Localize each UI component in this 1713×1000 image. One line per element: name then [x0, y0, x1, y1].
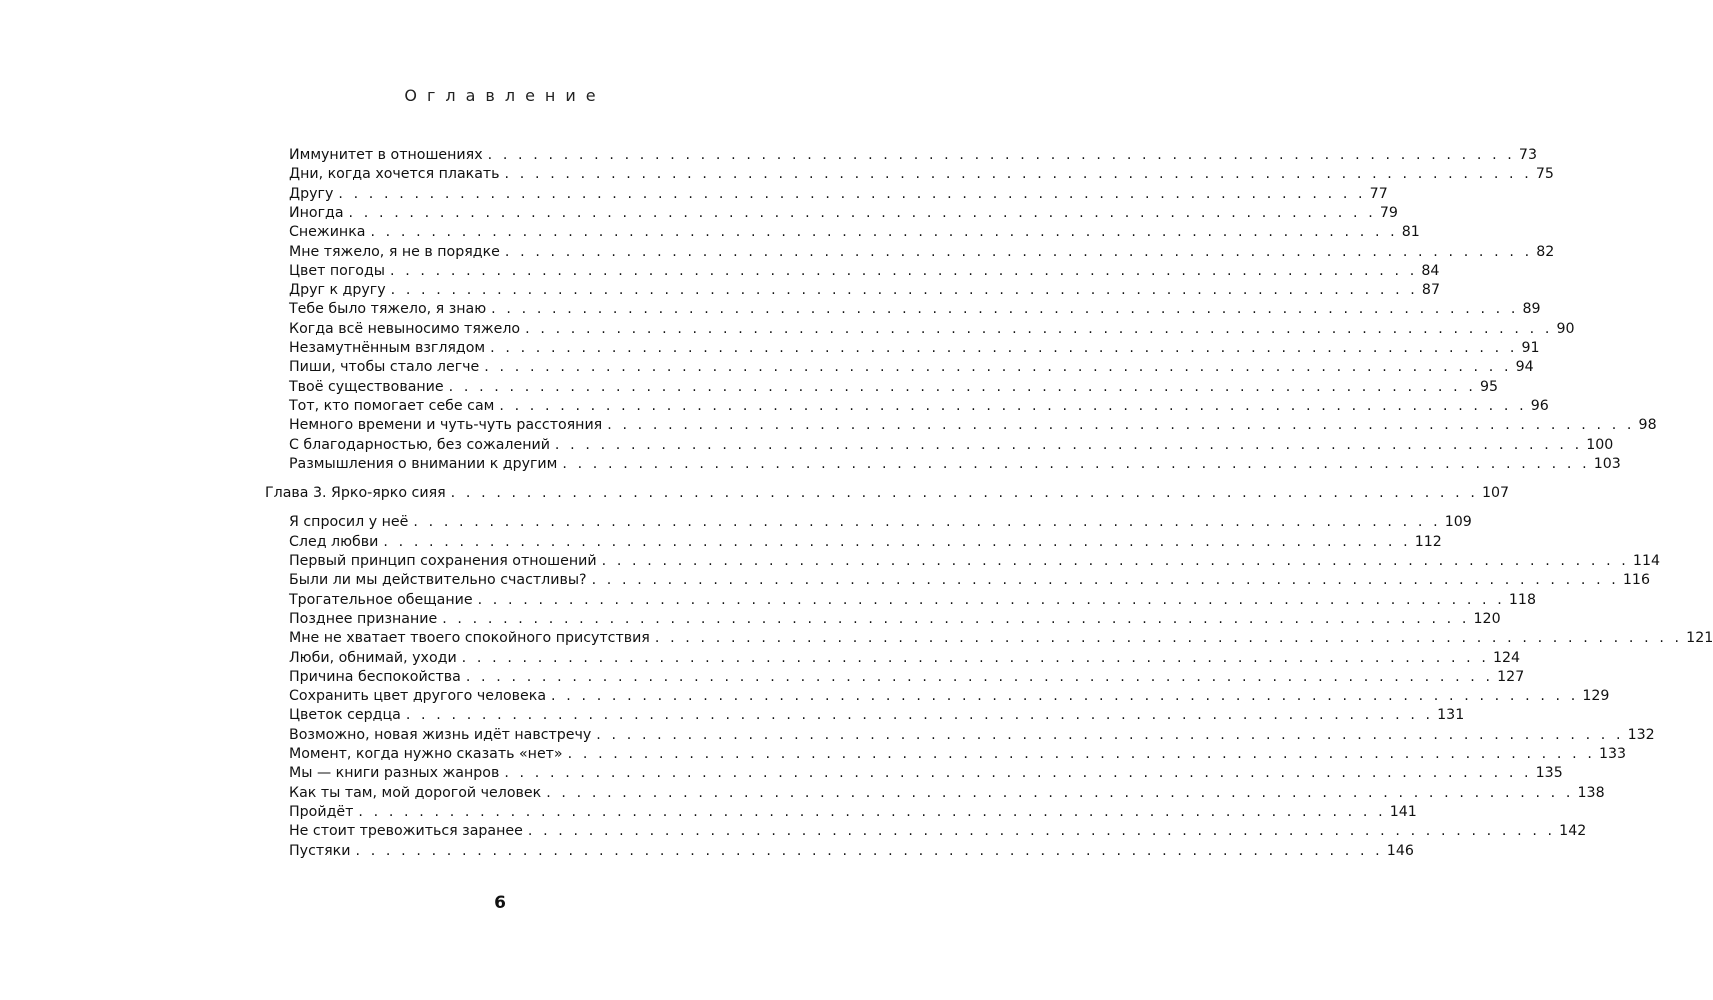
toc-entry-title: С благодарностью, без сожалений — [289, 436, 550, 453]
toc-entry[interactable] — [289, 512, 1472, 532]
toc-entry[interactable] — [289, 667, 1525, 687]
toc-entry-page: 77 — [1369, 185, 1388, 202]
toc-entry-page: 89 — [1522, 301, 1541, 318]
page-title: Оглавление — [404, 86, 606, 105]
toc-entry-page: 142 — [1559, 823, 1587, 840]
toc-entry[interactable] — [289, 686, 1610, 706]
toc-entry[interactable] — [289, 454, 1621, 474]
toc-entry[interactable] — [289, 821, 1587, 841]
toc-entry[interactable] — [289, 628, 1713, 648]
toc-entry[interactable] — [289, 590, 1536, 610]
toc-leader-dots: . . . . . . . . . . . . . . . . . . . . . . . . . . . . . . . . . . . . . . . . . . . . . . . . . . . . . . . . . . . . . . . . . . . . — [504, 765, 1532, 782]
toc-leader-dots: . . . . . . . . . . . . . . . . . . . . . . . . . . . . . . . . . . . . . . . . . . . . . . . . . . . . . . . . . . . . . . . . . . . . — [490, 340, 1518, 356]
toc-leader-dots: . . . . . . . . . . . . . . . . . . . . . . . . . . . . . . . . . . . . . . . . . . . . . . . . . . . . . . . . . . . . . . . . . . . . — [487, 147, 1515, 163]
toc-entry[interactable] — [289, 841, 1414, 861]
toc-entry-page: 109 — [1444, 514, 1472, 531]
toc-leader-dots: . . . . . . . . . . . . . . . . . . . . . . . . . . . . . . . . . . . . . . . . . . . . . . . . . . . . . . . . . . . . . . . . . . . . — [525, 320, 1553, 337]
toc-entry[interactable] — [289, 222, 1420, 242]
toc-entry-title: Момент, когда нужно сказать «нет» — [289, 746, 563, 762]
toc-entry-title: Друг к другу — [289, 282, 386, 299]
toc-leader-dots: . . . . . . . . . . . . . . . . . . . . . . . . . . . . . . . . . . . . . . . . . . . . . . . . . . . . . . . . . . . . . . . . . . . . — [355, 842, 1383, 859]
toc-entry[interactable] — [289, 551, 1661, 571]
toc-entry-title: Первый принцип сохранения отношений — [289, 553, 597, 569]
toc-entry[interactable] — [289, 532, 1442, 552]
toc-entry-title: След любви — [289, 533, 379, 550]
toc-entry-page: 98 — [1638, 417, 1657, 434]
toc-leader-dots: . . . . . . . . . . . . . . . . . . . . . . . . . . . . . . . . . . . . . . . . . . . . . . . . . . . . . . . . . . . . . . . . . . . . — [554, 436, 1583, 453]
toc-entry[interactable] — [289, 145, 1537, 165]
toc-entry-title: Дни, когда хочется плакать — [289, 166, 500, 183]
toc-entry[interactable] — [289, 357, 1534, 377]
toc-leader-dots: . . . . . . . . . . . . . . . . . . . . . . . . . . . . . . . . . . . . . . . . . . . . . . . . . . . . . . . . . . . . . . . . . . . . — [562, 455, 1590, 472]
toc-entry-page: 94 — [1515, 359, 1534, 376]
toc-entry-title: Мы — книги разных жанров — [289, 765, 500, 782]
toc-leader-dots: . . . . . . . . . . . . . . . . . . . . . . . . . . . . . . . . . . . . . . . . . . . . . . . . . . . . . . . . . . . . . . . . . . . . — [504, 243, 1533, 260]
toc-leader-dots: . . . . . . . . . . . . . . . . . . . . . . . . . . . . . . . . . . . . . . . . . . . . . . . . . . . . . . . . . . . . . . . . . . . . — [338, 185, 1366, 202]
toc-entry-title: Я спросил у неё — [289, 514, 409, 531]
toc-entry-page: 82 — [1536, 243, 1555, 260]
toc-entry-page: 103 — [1593, 455, 1621, 472]
toc-entry[interactable] — [289, 396, 1549, 416]
toc-entry-page: 118 — [1508, 591, 1536, 608]
toc-entry[interactable] — [289, 377, 1499, 397]
toc-leader-dots: . . . . . . . . . . . . . . . . . . . . . . . . . . . . . . . . . . . . . . . . . . . . . . . . . . . . . . . . . . . . . . . . . . . . — [405, 707, 1434, 724]
toc-leader-dots: . . . . . . . . . . . . . . . . . . . . . . . . . . . . . . . . . . . . . . . . . . . . . . . . . . . . . . . . . . . . . . . . . . . . — [390, 282, 1418, 299]
toc-entry-page: 141 — [1389, 803, 1417, 820]
toc-entry-title: Сохранить цвет другого человека — [289, 688, 547, 705]
toc-leader-dots: . . . . . . . . . . . . . . . . . . . . . . . . . . . . . . . . . . . . . . . . . . . . . . . . . . . . . . . . . . . . . . . . . . . . — [348, 204, 1376, 221]
toc-entry[interactable] — [289, 164, 1554, 184]
toc-leader-dots: . . . . . . . . . . . . . . . . . . . . . . . . . . . . . . . . . . . . . . . . . . . . . . . . . . . . . . . . . . . . . . . . . . . . — [591, 572, 1619, 589]
toc-entry-title: Мне тяжело, я не в порядке — [289, 243, 500, 260]
toc-entry-page: 95 — [1479, 378, 1499, 395]
toc-leader-dots: . . . . . . . . . . . . . . . . . . . . . . . . . . . . . . . . . . . . . . . . . . . . . . . . . . . . . . . . . . . . . . . . . . . . — [499, 397, 1527, 414]
page-number: 6 — [494, 893, 506, 913]
toc-entry[interactable] — [289, 570, 1650, 590]
toc-entry-title: Когда всё невыносимо тяжело — [289, 320, 521, 337]
toc-leader-dots: . . . . . . . . . . . . . . . . . . . . . . . . . . . . . . . . . . . . . . . . . . . . . . . . . . . . . . . . . . . . . . . . . . . . — [654, 630, 1683, 647]
toc-entry-title: Тебе было тяжело, я знаю — [289, 301, 487, 318]
toc-leader-dots: . . . . . . . . . . . . . . . . . . . . . . . . . . . . . . . . . . . . . . . . . . . . . . . . . . . . . . . . . . . . . . . . . . . . — [383, 533, 1411, 550]
toc-entry[interactable] — [289, 299, 1541, 319]
toc-entry-page: 131 — [1437, 707, 1465, 724]
toc-entry-page: 96 — [1530, 397, 1549, 414]
toc-entry[interactable] — [289, 203, 1398, 223]
toc-entry-title: Возможно, новая жизнь идёт навстречу — [289, 726, 592, 743]
toc-entry-title: Причина беспокойства — [289, 668, 461, 685]
toc-entry-title: Как ты там, мой дорогой человек — [289, 784, 542, 801]
toc-entry[interactable] — [289, 184, 1388, 204]
toc-entry[interactable] — [289, 338, 1540, 358]
toc-entry[interactable] — [289, 802, 1417, 822]
toc-leader-dots: . . . . . . . . . . . . . . . . . . . . . . . . . . . . . . . . . . . . . . . . . . . . . . . . . . . . . . . . . . . . . . . . . . . . — [450, 485, 1478, 502]
toc-leader-dots: . . . . . . . . . . . . . . . . . . . . . . . . . . . . . . . . . . . . . . . . . . . . . . . . . . . . . . . . . . . . . . . . . . . . — [607, 417, 1635, 434]
toc-entry[interactable] — [289, 242, 1555, 262]
toc-entry-title: Пустяки — [289, 842, 351, 859]
toc-entry-page: 73 — [1518, 147, 1537, 163]
toc-entry-title: Не стоит тревожиться заранее — [289, 823, 523, 840]
toc-leader-dots: . . . . . . . . . . . . . . . . . . . . . . . . . . . . . . . . . . . . . . . . . . . . . . . . . . . . . . . . . . . . . . . . . . . . — [461, 649, 1489, 666]
toc-leader-dots: . . . . . . . . . . . . . . . . . . . . . . . . . . . . . . . . . . . . . . . . . . . . . . . . . . . . . . . . . . . . . . . . . . . . — [370, 224, 1398, 241]
toc-entry-page: 75 — [1535, 166, 1554, 183]
toc-entry-page: 87 — [1421, 282, 1440, 299]
toc-entry-page: 116 — [1622, 572, 1650, 589]
toc-leader-dots: . . . . . . . . . . . . . . . . . . . . . . . . . . . . . . . . . . . . . . . . . . . . . . . . . . . . . . . . . . . . . . . . . . . . — [504, 166, 1532, 183]
toc-entry-page: 124 — [1493, 649, 1521, 666]
toc-entry-title: Тот, кто помогает себе сам — [289, 397, 495, 414]
toc-entry-title: Глава 3. Ярко-ярко сияя — [265, 485, 446, 502]
toc-entry-page: 133 — [1598, 746, 1627, 762]
toc-entry-title: Твоё существование — [289, 378, 444, 395]
toc-entry-page: 79 — [1379, 204, 1398, 221]
toc-entry-page: 129 — [1582, 688, 1610, 705]
toc-entry[interactable] — [289, 319, 1575, 339]
toc-entry-title: Трогательное обещание — [289, 591, 473, 608]
toc-entry-page: 91 — [1521, 340, 1540, 356]
toc-entry-title: Пройдёт — [289, 803, 354, 820]
toc-entry[interactable] — [289, 609, 1501, 629]
toc-entry[interactable] — [289, 783, 1605, 803]
toc-entry-page: 121 — [1686, 630, 1713, 647]
toc-entry[interactable] — [289, 261, 1440, 281]
toc-leader-dots: . . . . . . . . . . . . . . . . . . . . . . . . . . . . . . . . . . . . . . . . . . . . . . . . . . . . . . . . . . . . . . . . . . . . — [551, 688, 1579, 705]
toc-entry-page: 112 — [1414, 533, 1442, 550]
toc-entry-title: Цветок сердца — [289, 707, 401, 724]
toc-entry-page: 132 — [1627, 726, 1655, 743]
toc-entry-title: Размышления о внимании к другим — [289, 455, 558, 472]
toc-entry[interactable] — [289, 435, 1614, 455]
toc-entry[interactable] — [289, 648, 1521, 668]
toc-entry-page: 114 — [1632, 553, 1661, 569]
toc-entry-page: 100 — [1586, 436, 1614, 453]
toc-leader-dots: . . . . . . . . . . . . . . . . . . . . . . . . . . . . . . . . . . . . . . . . . . . . . . . . . . . . . . . . . . . . . . . . . . . . — [596, 726, 1624, 743]
toc-leader-dots: . . . . . . . . . . . . . . . . . . . . . . . . . . . . . . . . . . . . . . . . . . . . . . . . . . . . . . . . . . . . . . . . . . . . — [567, 746, 1595, 762]
toc-entry[interactable] — [289, 763, 1563, 783]
toc-entry-title: Иммунитет в отношениях — [289, 147, 483, 163]
toc-leader-dots: . . . . . . . . . . . . . . . . . . . . . . . . . . . . . . . . . . . . . . . . . . . . . . . . . . . . . . . . . . . . . . . . . . . . — [477, 591, 1505, 608]
toc-leader-dots: . . . . . . . . . . . . . . . . . . . . . . . . . . . . . . . . . . . . . . . . . . . . . . . . . . . . . . . . . . . . . . . . . . . . — [527, 823, 1556, 840]
toc-entry-title: Цвет погоды — [289, 262, 385, 279]
toc-entry-title: Люби, обнимай, уходи — [289, 649, 457, 666]
toc-entry-page: 107 — [1481, 485, 1510, 502]
toc-leader-dots: . . . . . . . . . . . . . . . . . . . . . . . . . . . . . . . . . . . . . . . . . . . . . . . . . . . . . . . . . . . . . . . . . . . . — [546, 784, 1574, 801]
toc-entry-title: Позднее признание — [289, 610, 438, 627]
toc-entry[interactable] — [289, 744, 1627, 764]
toc-entry-title: Иногда — [289, 204, 344, 221]
toc-entry[interactable] — [289, 725, 1655, 745]
toc-leader-dots: . . . . . . . . . . . . . . . . . . . . . . . . . . . . . . . . . . . . . . . . . . . . . . . . . . . . . . . . . . . . . . . . . . . . — [601, 553, 1629, 569]
toc-entry-page: 135 — [1535, 765, 1563, 782]
toc-entry-page: 84 — [1421, 262, 1440, 279]
toc-entry-title: Пиши, чтобы стало легче — [289, 359, 480, 376]
toc-entry-title: Немного времени и чуть-чуть расстояния — [289, 417, 603, 434]
toc-entry[interactable] — [289, 280, 1440, 300]
toc-entry[interactable] — [289, 415, 1657, 435]
toc-entry-page: 90 — [1556, 320, 1575, 337]
toc-leader-dots: . . . . . . . . . . . . . . . . . . . . . . . . . . . . . . . . . . . . . . . . . . . . . . . . . . . . . . . . . . . . . . . . . . . . — [491, 301, 1519, 318]
toc-entry-title: Незамутнённым взглядом — [289, 340, 486, 356]
toc-entry-page: 146 — [1386, 842, 1414, 859]
toc-leader-dots: . . . . . . . . . . . . . . . . . . . . . . . . . . . . . . . . . . . . . . . . . . . . . . . . . . . . . . . . . . . . . . . . . . . . — [389, 262, 1418, 279]
toc-leader-dots: . . . . . . . . . . . . . . . . . . . . . . . . . . . . . . . . . . . . . . . . . . . . . . . . . . . . . . . . . . . . . . . . . . . . — [465, 668, 1494, 685]
toc-leader-dots: . . . . . . . . . . . . . . . . . . . . . . . . . . . . . . . . . . . . . . . . . . . . . . . . . . . . . . . . . . . . . . . . . . . . — [448, 378, 1476, 395]
toc-entry-title: Мне не хватает твоего спокойного присутствия — [289, 630, 650, 647]
toc-leader-dots: . . . . . . . . . . . . . . . . . . . . . . . . . . . . . . . . . . . . . . . . . . . . . . . . . . . . . . . . . . . . . . . . . . . . — [413, 514, 1441, 531]
toc-entry-page: 127 — [1497, 668, 1525, 685]
toc-entry[interactable] — [289, 705, 1465, 725]
toc-entry-title: Снежинка — [289, 224, 366, 241]
toc-entry-title: Были ли мы действительно счастливы? — [289, 572, 587, 589]
toc-entry-page: 120 — [1473, 610, 1501, 627]
toc-entry-title: Другу — [289, 185, 334, 202]
toc-leader-dots: . . . . . . . . . . . . . . . . . . . . . . . . . . . . . . . . . . . . . . . . . . . . . . . . . . . . . . . . . . . . . . . . . . . . — [358, 803, 1386, 820]
toc-entry-page: 81 — [1401, 224, 1420, 241]
toc-leader-dots: . . . . . . . . . . . . . . . . . . . . . . . . . . . . . . . . . . . . . . . . . . . . . . . . . . . . . . . . . . . . . . . . . . . . — [484, 359, 1512, 376]
toc-chapter-heading[interactable] — [265, 483, 1510, 503]
toc-entry-page: 138 — [1577, 784, 1605, 801]
toc-leader-dots: . . . . . . . . . . . . . . . . . . . . . . . . . . . . . . . . . . . . . . . . . . . . . . . . . . . . . . . . . . . . . . . . . . . . — [442, 610, 1470, 627]
